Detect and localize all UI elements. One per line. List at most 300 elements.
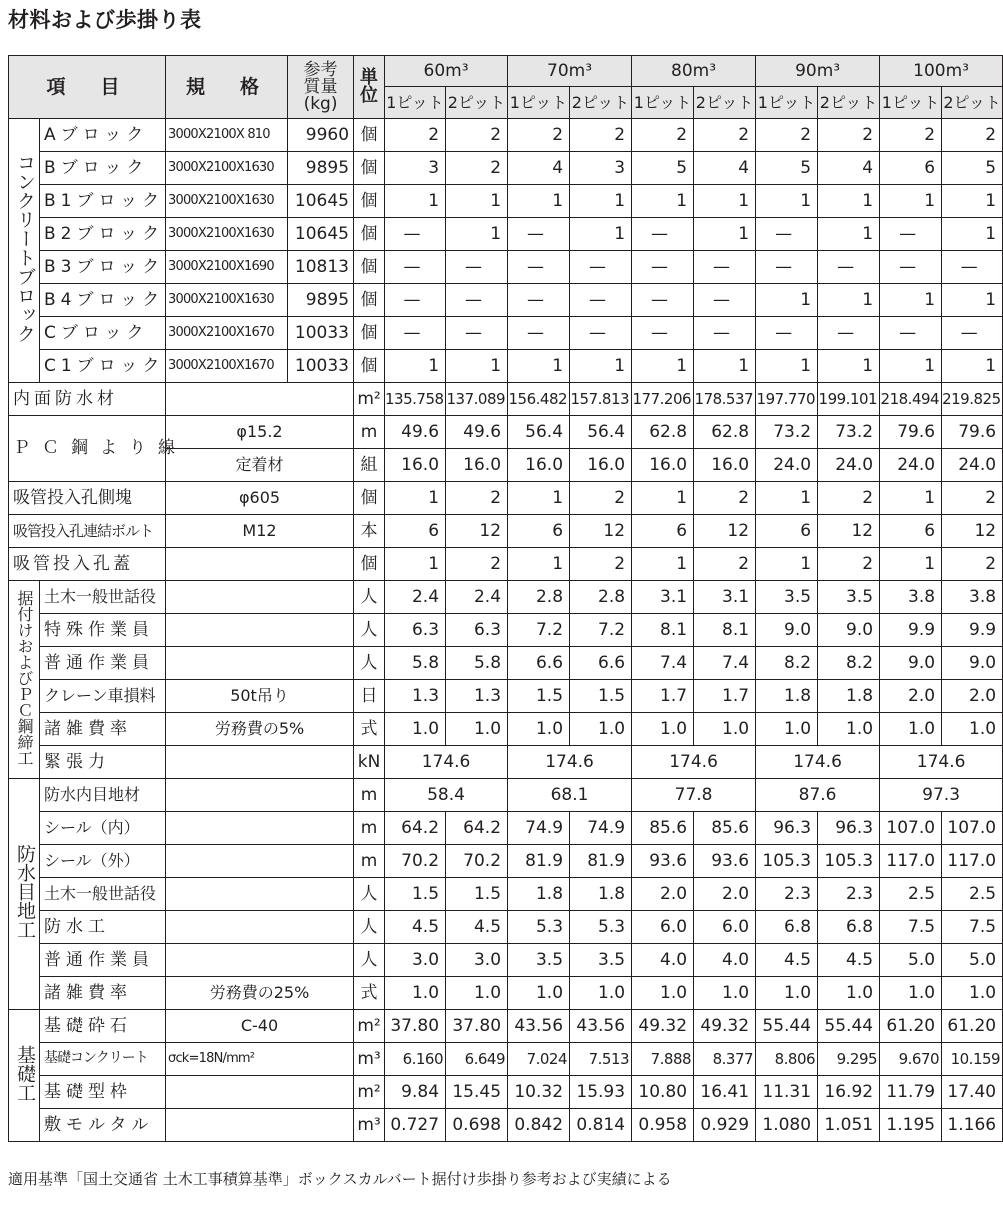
value-cell: 5.3: [508, 911, 570, 944]
value-cell: 0.958: [632, 1109, 694, 1142]
table-row: [9, 284, 1003, 317]
value-cell: —: [385, 317, 446, 350]
value-cell: 2: [694, 548, 756, 581]
value-cell: 1: [446, 185, 508, 218]
value-cell: 85.6: [694, 812, 756, 845]
header-pit: 1ピット: [632, 87, 694, 119]
value-cell: 16.0: [446, 449, 508, 482]
table-row: [9, 977, 1003, 1010]
value-cell: 64.2: [385, 812, 446, 845]
value-cell: 1: [694, 218, 756, 251]
value-cell: 5.3: [570, 911, 632, 944]
item-spec: [166, 878, 354, 911]
item-name: 諸雑費率: [40, 977, 166, 1010]
value-cell: 1: [880, 482, 942, 515]
value-cell: 1: [385, 185, 446, 218]
group-label-text: 防水目地工: [13, 844, 36, 940]
group-label-text: コンクリートブロック: [13, 153, 36, 344]
header-pit: 1ピット: [756, 87, 818, 119]
value-cell: 1.3: [385, 680, 446, 713]
group-label: [9, 581, 40, 779]
item-spec: [166, 614, 354, 647]
group-label-text: 据付けおよびＰＣ鋼締工: [15, 590, 34, 766]
value-cell: 3.5: [570, 944, 632, 977]
value-cell: 6: [632, 515, 694, 548]
value-cell: 1: [818, 218, 880, 251]
value-cell: 2.4: [385, 581, 446, 614]
merged-value-cell: 68.1: [508, 779, 632, 812]
value-cell: 12: [446, 515, 508, 548]
value-cell: —: [385, 218, 446, 251]
value-cell: 96.3: [818, 812, 880, 845]
value-cell: 1.0: [385, 713, 446, 746]
item-spec: [166, 1076, 354, 1109]
value-cell: 1: [570, 350, 632, 383]
value-cell: 1.0: [694, 713, 756, 746]
value-cell: 4.5: [756, 944, 818, 977]
value-cell: 62.8: [694, 416, 756, 449]
value-cell: 9.295: [818, 1043, 880, 1076]
value-cell: 9.670: [880, 1043, 942, 1076]
item-spec: 3000X2100X 810: [166, 119, 288, 152]
item-unit: 個: [354, 185, 385, 218]
item-name: 防水内目地材: [40, 779, 166, 812]
item-mass: 10033: [288, 317, 354, 350]
group-label-text: 基礎工: [13, 1044, 36, 1102]
item-name: ＰＣ鋼より線: [9, 416, 166, 482]
header-pit: 2ピット: [446, 87, 508, 119]
item-name: 敷モルタル: [40, 1109, 166, 1142]
value-cell: 1.051: [818, 1109, 880, 1142]
value-cell: —: [570, 251, 632, 284]
value-cell: 43.56: [508, 1010, 570, 1043]
item-spec: [166, 746, 354, 779]
header-capacity: 100m³: [880, 56, 1003, 87]
value-cell: 3: [385, 152, 446, 185]
value-cell: 1.0: [942, 713, 1003, 746]
item-spec: σck=18N/mm²: [166, 1043, 354, 1076]
value-cell: 3.0: [446, 944, 508, 977]
value-cell: —: [880, 218, 942, 251]
item-spec: [166, 548, 354, 581]
value-cell: 1.0: [446, 713, 508, 746]
value-cell: 137.089: [446, 383, 508, 416]
value-cell: 117.0: [942, 845, 1003, 878]
item-spec: 3000X2100X1630: [166, 284, 288, 317]
value-cell: 2: [446, 119, 508, 152]
value-cell: 5: [756, 152, 818, 185]
value-cell: —: [385, 251, 446, 284]
value-cell: 12: [942, 515, 1003, 548]
value-cell: 1: [756, 350, 818, 383]
header-item: 項 目: [9, 56, 166, 119]
item-spec: 50t吊り: [166, 680, 354, 713]
item-name: 普通作業員: [40, 944, 166, 977]
item-spec: [166, 1109, 354, 1142]
value-cell: 107.0: [880, 812, 942, 845]
table-row: [9, 119, 1003, 152]
item-spec: C-40: [166, 1010, 354, 1043]
value-cell: 1.5: [570, 680, 632, 713]
value-cell: 1: [880, 548, 942, 581]
item-unit: 個: [354, 218, 385, 251]
value-cell: 4.0: [632, 944, 694, 977]
value-cell: 1.080: [756, 1109, 818, 1142]
value-cell: 1: [632, 350, 694, 383]
value-cell: 43.56: [570, 1010, 632, 1043]
item-name: 普通作業員: [40, 647, 166, 680]
value-cell: 2.0: [942, 680, 1003, 713]
value-cell: 5.0: [880, 944, 942, 977]
item-unit: 人: [354, 878, 385, 911]
value-cell: 2: [942, 548, 1003, 581]
value-cell: 219.825: [942, 383, 1003, 416]
value-cell: 74.9: [508, 812, 570, 845]
value-cell: 6: [508, 515, 570, 548]
item-spec: [166, 779, 354, 812]
value-cell: 1.0: [508, 977, 570, 1010]
table-row: [9, 251, 1003, 284]
value-cell: 1.0: [818, 713, 880, 746]
value-cell: 3.1: [694, 581, 756, 614]
value-cell: 0.814: [570, 1109, 632, 1142]
value-cell: 61.20: [880, 1010, 942, 1043]
value-cell: 107.0: [942, 812, 1003, 845]
value-cell: 2: [818, 548, 880, 581]
item-unit: 個: [354, 350, 385, 383]
table-row: [9, 482, 1003, 515]
value-cell: 1.7: [694, 680, 756, 713]
value-cell: 1: [508, 548, 570, 581]
item-unit: 式: [354, 713, 385, 746]
value-cell: 9.0: [880, 647, 942, 680]
table-row: [9, 350, 1003, 383]
header-pit: 1ピット: [385, 87, 446, 119]
merged-value-cell: 174.6: [880, 746, 1003, 779]
item-name: 吸管投入孔連結ボルト: [9, 515, 166, 548]
value-cell: —: [508, 251, 570, 284]
item-name: B4ブロック: [40, 284, 166, 317]
item-unit: 個: [354, 548, 385, 581]
value-cell: 1.0: [570, 713, 632, 746]
header-pit: 1ピット: [508, 87, 570, 119]
item-name: 基礎型枠: [40, 1076, 166, 1109]
value-cell: 1.0: [756, 713, 818, 746]
value-cell: 1.8: [570, 878, 632, 911]
value-cell: 96.3: [756, 812, 818, 845]
value-cell: 1.0: [570, 977, 632, 1010]
item-unit: 日: [354, 680, 385, 713]
value-cell: 9.0: [942, 647, 1003, 680]
value-cell: 7.4: [694, 647, 756, 680]
value-cell: 9.0: [756, 614, 818, 647]
group-label: [9, 1010, 40, 1142]
item-spec: 労務費の5%: [166, 713, 354, 746]
value-cell: 1.3: [446, 680, 508, 713]
item-name: クレーン車損料: [40, 680, 166, 713]
item-unit: 個: [354, 119, 385, 152]
item-name: B3ブロック: [40, 251, 166, 284]
value-cell: 2: [446, 548, 508, 581]
table-row: [9, 515, 1003, 548]
value-cell: 61.20: [942, 1010, 1003, 1043]
value-cell: —: [508, 218, 570, 251]
value-cell: 1: [880, 284, 942, 317]
header-unit: 単 位: [354, 56, 385, 119]
table-row: [9, 680, 1003, 713]
table-row: [9, 614, 1003, 647]
item-mass: 10813: [288, 251, 354, 284]
value-cell: 7.2: [570, 614, 632, 647]
value-cell: 11.31: [756, 1076, 818, 1109]
value-cell: 2: [818, 119, 880, 152]
value-cell: 0.842: [508, 1109, 570, 1142]
value-cell: 2.0: [880, 680, 942, 713]
value-cell: 1: [942, 218, 1003, 251]
value-cell: 1: [880, 350, 942, 383]
value-cell: —: [508, 317, 570, 350]
value-cell: 15.45: [446, 1076, 508, 1109]
item-mass: 9895: [288, 284, 354, 317]
item-name: Bブロック: [40, 152, 166, 185]
value-cell: —: [942, 317, 1003, 350]
table-row: [9, 1076, 1003, 1109]
value-cell: 1.0: [632, 713, 694, 746]
item-unit: 式: [354, 977, 385, 1010]
value-cell: 16.0: [570, 449, 632, 482]
value-cell: 5.8: [385, 647, 446, 680]
value-cell: 15.93: [570, 1076, 632, 1109]
materials-table: [8, 55, 1003, 1142]
item-unit: 人: [354, 614, 385, 647]
value-cell: 8.1: [632, 614, 694, 647]
value-cell: 3.5: [508, 944, 570, 977]
item-spec: [166, 944, 354, 977]
merged-value-cell: 87.6: [756, 779, 880, 812]
item-unit: m: [354, 812, 385, 845]
value-cell: 135.758: [385, 383, 446, 416]
value-cell: 6.6: [570, 647, 632, 680]
value-cell: 1.0: [446, 977, 508, 1010]
value-cell: 0.698: [446, 1109, 508, 1142]
value-cell: 3.8: [880, 581, 942, 614]
item-unit: 個: [354, 152, 385, 185]
item-unit: m²: [354, 1010, 385, 1043]
value-cell: 1.0: [880, 713, 942, 746]
value-cell: 7.513: [570, 1043, 632, 1076]
value-cell: 6.3: [446, 614, 508, 647]
value-cell: 9.9: [942, 614, 1003, 647]
merged-value-cell: 174.6: [385, 746, 508, 779]
item-name: 土木一般世話役: [40, 581, 166, 614]
item-mass: 10645: [288, 218, 354, 251]
item-name: B2ブロック: [40, 218, 166, 251]
merged-value-cell: 174.6: [756, 746, 880, 779]
item-spec: [166, 812, 354, 845]
value-cell: 5: [632, 152, 694, 185]
header-spec: 規 格: [166, 56, 288, 119]
item-spec: 3000X2100X1630: [166, 218, 288, 251]
item-unit: m²: [354, 383, 385, 416]
value-cell: —: [694, 251, 756, 284]
value-cell: —: [632, 317, 694, 350]
merged-value-cell: 97.3: [880, 779, 1003, 812]
value-cell: 1: [756, 548, 818, 581]
value-cell: 2: [570, 482, 632, 515]
table-row: [9, 713, 1003, 746]
value-cell: 1: [385, 350, 446, 383]
value-cell: 197.770: [756, 383, 818, 416]
value-cell: —: [446, 284, 508, 317]
value-cell: 6.8: [818, 911, 880, 944]
value-cell: 6.0: [632, 911, 694, 944]
header-pit: 2ピット: [818, 87, 880, 119]
merged-value-cell: 174.6: [632, 746, 756, 779]
value-cell: 6.649: [446, 1043, 508, 1076]
value-cell: 2: [942, 119, 1003, 152]
value-cell: 105.3: [818, 845, 880, 878]
value-cell: 79.6: [880, 416, 942, 449]
table-row: [9, 185, 1003, 218]
value-cell: 1: [632, 482, 694, 515]
value-cell: 24.0: [756, 449, 818, 482]
table-row: [9, 383, 1003, 416]
item-unit: m²: [354, 1076, 385, 1109]
value-cell: 55.44: [818, 1010, 880, 1043]
table-row: [9, 1109, 1003, 1142]
table-row: [9, 845, 1003, 878]
item-unit: 個: [354, 284, 385, 317]
item-name: Aブロック: [40, 119, 166, 152]
value-cell: 10.80: [632, 1076, 694, 1109]
value-cell: 56.4: [570, 416, 632, 449]
value-cell: 6: [880, 515, 942, 548]
value-cell: 1: [880, 185, 942, 218]
header-pit: 2ピット: [942, 87, 1003, 119]
header-row-capacity: [9, 56, 1003, 87]
value-cell: 1: [508, 482, 570, 515]
table-body: [9, 119, 1003, 1142]
value-cell: 2: [694, 482, 756, 515]
value-cell: 1.0: [694, 977, 756, 1010]
value-cell: 93.6: [694, 845, 756, 878]
value-cell: 157.813: [570, 383, 632, 416]
value-cell: —: [880, 317, 942, 350]
value-cell: 6.6: [508, 647, 570, 680]
value-cell: 70.2: [446, 845, 508, 878]
value-cell: 2: [756, 119, 818, 152]
item-spec: 定着材: [166, 449, 354, 482]
value-cell: 4.5: [818, 944, 880, 977]
value-cell: 1: [818, 284, 880, 317]
value-cell: 1: [756, 482, 818, 515]
value-cell: 5.8: [446, 647, 508, 680]
value-cell: 3.1: [632, 581, 694, 614]
value-cell: 5.0: [942, 944, 1003, 977]
value-cell: 74.9: [570, 812, 632, 845]
item-unit: 個: [354, 251, 385, 284]
value-cell: 1.5: [508, 680, 570, 713]
table-row: [9, 944, 1003, 977]
item-unit: 個: [354, 317, 385, 350]
value-cell: 73.2: [818, 416, 880, 449]
value-cell: 7.5: [942, 911, 1003, 944]
value-cell: 10.159: [942, 1043, 1003, 1076]
header-capacity: 80m³: [632, 56, 756, 87]
value-cell: 9.84: [385, 1076, 446, 1109]
value-cell: 1.0: [942, 977, 1003, 1010]
item-unit: 人: [354, 944, 385, 977]
item-spec: 労務費の25%: [166, 977, 354, 1010]
value-cell: 2.4: [446, 581, 508, 614]
item-unit: m³: [354, 1043, 385, 1076]
value-cell: 49.32: [632, 1010, 694, 1043]
value-cell: —: [446, 317, 508, 350]
value-cell: 3: [570, 152, 632, 185]
value-cell: 178.537: [694, 383, 756, 416]
table-row: [9, 548, 1003, 581]
value-cell: 62.8: [632, 416, 694, 449]
value-cell: 17.40: [942, 1076, 1003, 1109]
value-cell: 7.024: [508, 1043, 570, 1076]
value-cell: 2: [818, 482, 880, 515]
item-mass: 9960: [288, 119, 354, 152]
value-cell: —: [818, 251, 880, 284]
item-spec: M12: [166, 515, 354, 548]
item-name: シール（外）: [40, 845, 166, 878]
value-cell: 2: [880, 119, 942, 152]
value-cell: 4.5: [385, 911, 446, 944]
value-cell: 9.0: [818, 614, 880, 647]
value-cell: 7.888: [632, 1043, 694, 1076]
item-spec: [166, 581, 354, 614]
value-cell: 1: [508, 185, 570, 218]
item-unit: 組: [354, 449, 385, 482]
value-cell: 8.806: [756, 1043, 818, 1076]
value-cell: 7.5: [880, 911, 942, 944]
value-cell: 1.0: [632, 977, 694, 1010]
merged-value-cell: 174.6: [508, 746, 632, 779]
value-cell: —: [756, 218, 818, 251]
value-cell: 156.482: [508, 383, 570, 416]
item-spec: 3000X2100X1670: [166, 350, 288, 383]
value-cell: 5: [942, 152, 1003, 185]
item-spec: [166, 383, 354, 416]
value-cell: 6.160: [385, 1043, 446, 1076]
header-pit: 1ピット: [880, 87, 942, 119]
value-cell: 1: [818, 350, 880, 383]
item-name: シール（内）: [40, 812, 166, 845]
value-cell: 1: [446, 350, 508, 383]
value-cell: 56.4: [508, 416, 570, 449]
value-cell: 9.9: [880, 614, 942, 647]
value-cell: 12: [694, 515, 756, 548]
header-pit: 2ピット: [694, 87, 756, 119]
value-cell: 37.80: [446, 1010, 508, 1043]
value-cell: —: [694, 284, 756, 317]
header-pit: 2ピット: [570, 87, 632, 119]
value-cell: 2.3: [818, 878, 880, 911]
table-row: [9, 1043, 1003, 1076]
value-cell: 2.3: [756, 878, 818, 911]
value-cell: 1: [508, 350, 570, 383]
value-cell: 6.3: [385, 614, 446, 647]
item-mass: 9895: [288, 152, 354, 185]
value-cell: 1: [756, 185, 818, 218]
value-cell: 1: [818, 185, 880, 218]
item-name: 諸雑費率: [40, 713, 166, 746]
value-cell: 2.0: [632, 878, 694, 911]
